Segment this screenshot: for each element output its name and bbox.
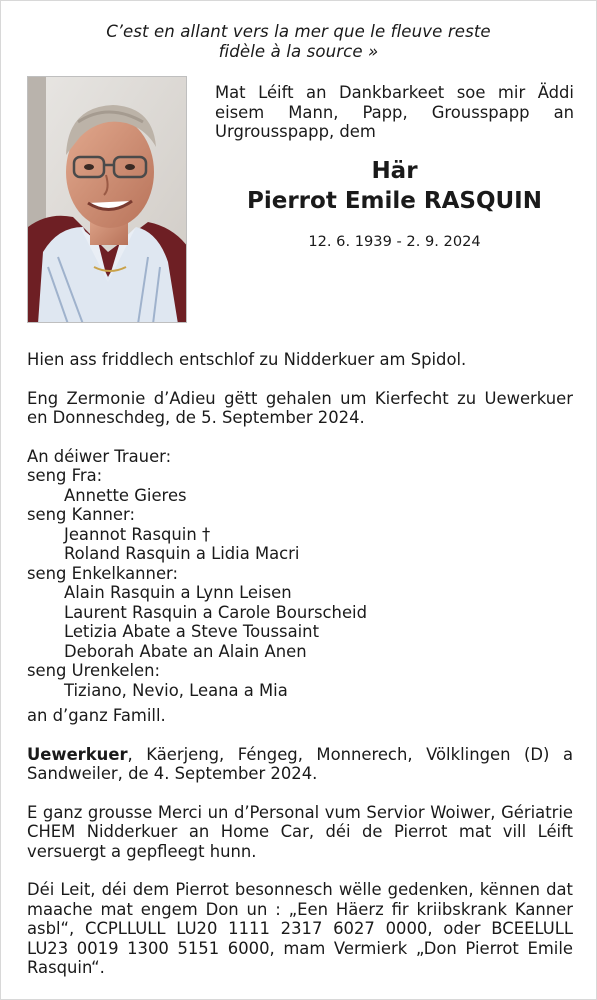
mourner: Alain Rasquin a Lynn Leisen — [64, 583, 292, 602]
life-dates: 12. 6. 1939 - 2. 9. 2024 — [308, 233, 481, 250]
mourning-heading: An déiwer Trauer: — [27, 446, 172, 466]
mourner: Deborah Abate an Alain Anen — [64, 641, 307, 661]
mourner: Jeannot Rasquin † — [64, 524, 211, 544]
mourning-group-label: seng Kanner: — [27, 505, 135, 524]
intro-text: Mat Léift an Dankbarkeet soe mir Äddi eisem Mann, Papp, Grousspapp an Urgrousspapp, dem — [215, 83, 574, 141]
mourning-group-label: seng Urenkelen: — [27, 661, 161, 680]
portrait-illustration — [28, 77, 187, 323]
mourning-group-label: seng Enkelkanner: — [27, 563, 178, 583]
donation-paragraph: Déi Leit, déi dem Pierrot besonnesch wëlle gedenken, kënnen dat maache mat engem Don un : „Een Häerz fir kriibskrank Kanner asbl“, CCPLLULL LU20 1111 2317 6027 0000, oder BCEELULL LU23 0019 1300 5151 6000, mam Vermierk „Don Pierrot Emile Rasquin“. — [27, 880, 573, 977]
epigraph-quote — [0, 22, 597, 61]
place-town: Uewerkuer — [27, 744, 128, 764]
place-rest: , Käerjeng, Féngeg, Monnerech, Völklingen (D) a Sandweiler, de 4. September 2024. — [27, 744, 573, 783]
mourner: Letizia Abate a Steve Toussaint — [64, 622, 319, 641]
place-and-date — [27, 745, 573, 784]
deceased-name: Pierrot Emile RASQUIN — [247, 188, 542, 214]
quote-line-1: C’est en allant vers la mer que le fleuve reste — [106, 22, 491, 41]
honorific: Här — [371, 158, 418, 184]
quote-line-2: fidèle à la source » — [218, 41, 379, 61]
thanks-paragraph: E ganz grousse Merci un d’Personal vum Servior Woiwer, Gériatrie CHEM Nidderkuer an Home Car, déi de Pierrot mat vill Léift versuergt a gepfleegt hunn. — [27, 802, 573, 861]
mourner: Roland Rasquin a Lidia Macri — [64, 544, 300, 563]
mourning-closing: an d’ganz Famill. — [27, 706, 166, 725]
mourner: Annette Gieres — [64, 485, 187, 505]
mourning-group-label: seng Fra: — [27, 466, 103, 485]
mourner: Laurent Rasquin a Carole Bourscheid — [64, 602, 367, 622]
portrait-photo — [27, 76, 187, 323]
notice-body — [27, 350, 573, 978]
death-notice: Hien ass friddlech entschlof zu Nidderkuer am Spidol. — [27, 350, 467, 369]
ceremony-notice: Eng Zermonie d’Adieu gëtt gehalen um Kierfecht zu Uewerkuer en Donneschdeg, de 5. September 2024. — [27, 388, 573, 427]
mourning-list — [27, 447, 573, 726]
mourner: Tiziano, Nevio, Leana a Mia — [64, 680, 288, 700]
